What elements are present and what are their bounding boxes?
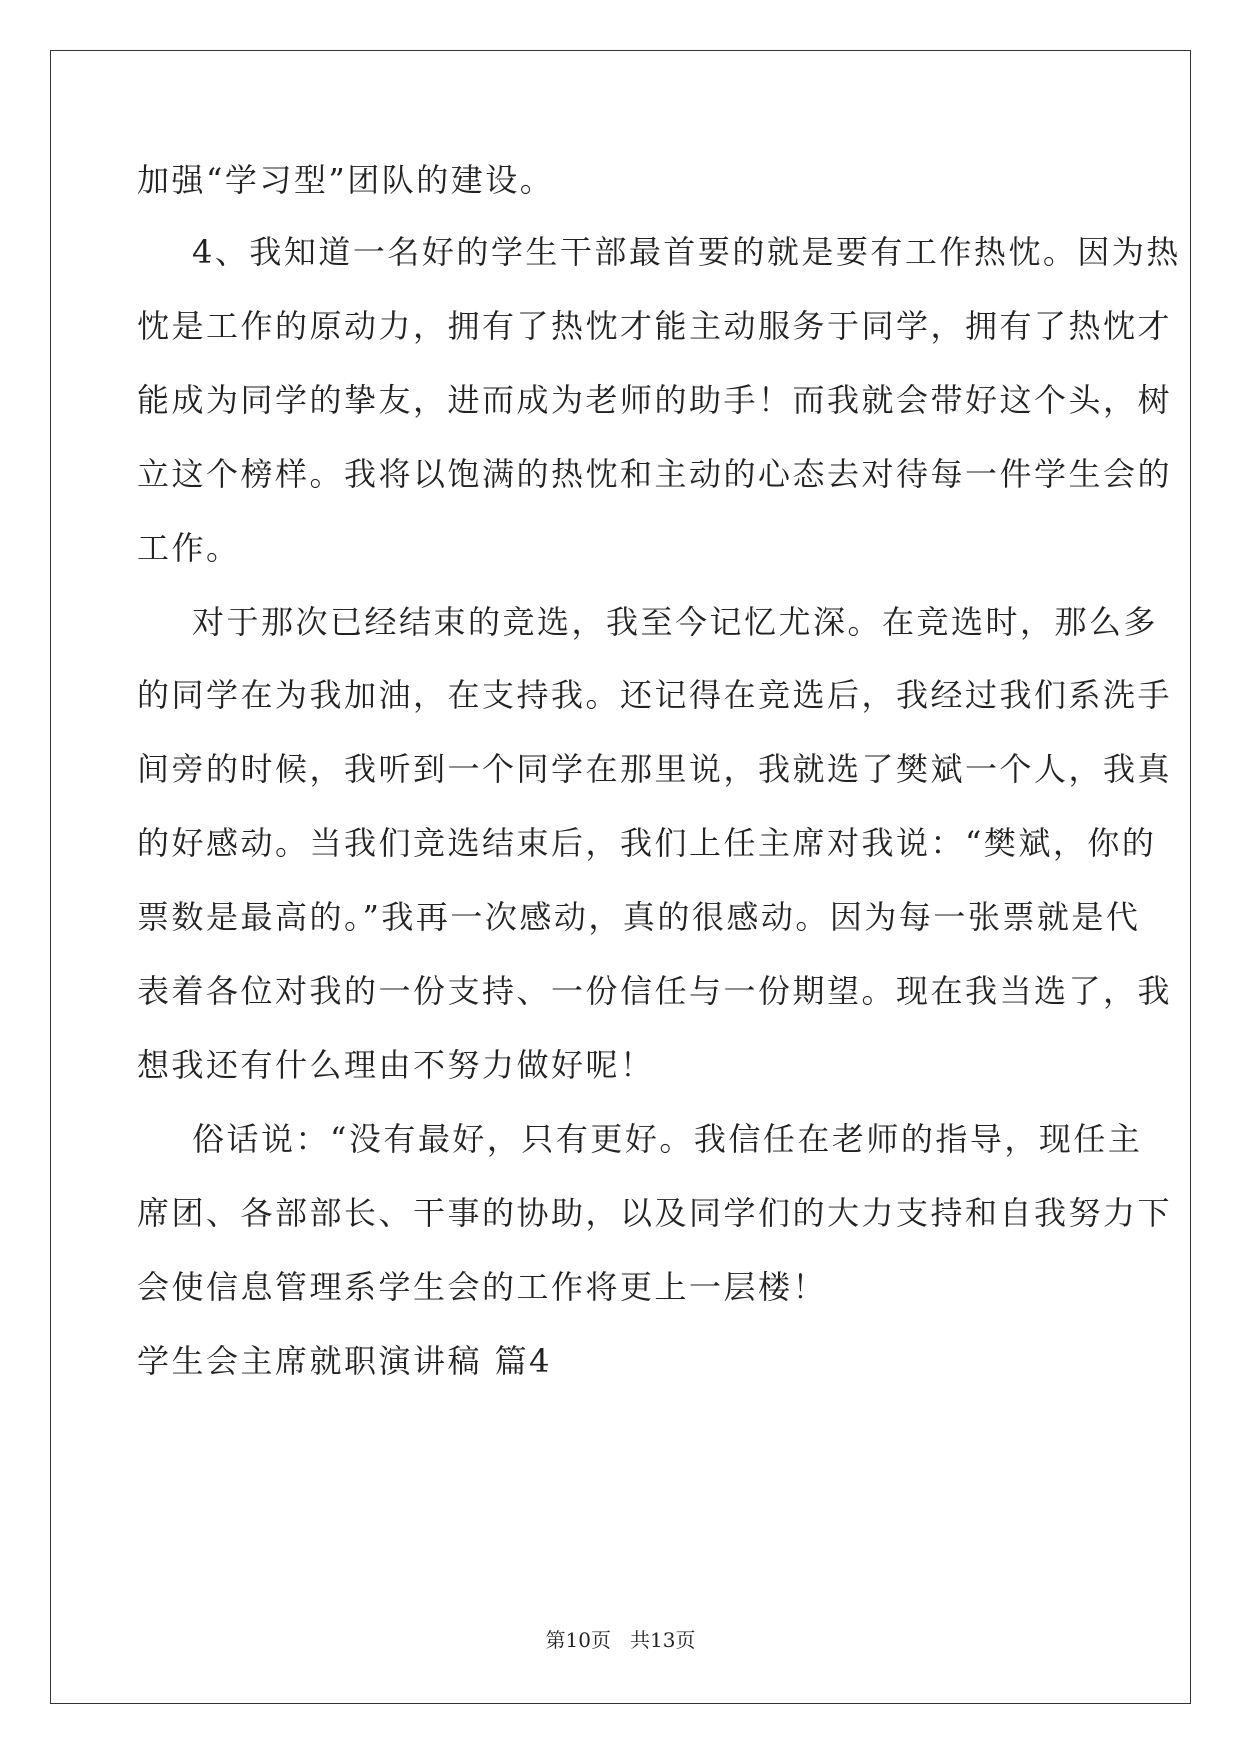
page-footer bbox=[0, 1628, 1241, 1652]
text-line: 会使信息管理系学生会的工作将更上一层楼！ bbox=[137, 1268, 828, 1306]
paragraph-start-line: 俗话说：“没有最好，只有更好。我信任在老师的指导，现任主 bbox=[192, 1120, 1143, 1158]
text-line: 席团、各部部长、干事的协助，以及同学们的大力支持和自我努力下 bbox=[137, 1194, 1173, 1232]
section-heading: 学生会主席就职演讲稿 篇4 bbox=[137, 1342, 553, 1380]
text-line: 工作。 bbox=[137, 529, 241, 567]
page-border bbox=[50, 50, 1191, 1704]
text-line: 的好感动。当我们竞选结束后，我们上任主席对我说：“樊斌，你的 bbox=[137, 824, 1157, 862]
text-line: 表着各位对我的一份支持、一份信任与一份期望。现在我当选了，我 bbox=[137, 972, 1173, 1010]
text-line: 票数是最高的。”我再一次感动，真的很感动。因为每一张票就是代 bbox=[137, 898, 1141, 936]
text-line: 能成为同学的挚友，进而成为老师的助手！而我就会带好这个头，树 bbox=[137, 381, 1173, 419]
paragraph-start-line: 4、我知道一名好的学生干部最首要的就是要有工作热忱。因为热 bbox=[192, 233, 1181, 271]
text-line: 忱是工作的原动力，拥有了热忱才能主动服务于同学，拥有了热忱才 bbox=[137, 307, 1173, 345]
text-line: 想我还有什么理由不努力做好呢！ bbox=[137, 1046, 655, 1084]
page-number: 第10页 bbox=[545, 1628, 611, 1652]
text-line: 立这个榜样。我将以饱满的热忱和主动的心态去对待每一件学生会的 bbox=[137, 455, 1173, 493]
paragraph-start-line: 对于那次已经结束的竞选，我至今记忆尤深。在竞选时，那么多 bbox=[192, 603, 1159, 641]
text-line: 间旁的时候，我听到一个同学在那里说，我就选了樊斌一个人，我真 bbox=[137, 750, 1173, 788]
text-line: 的同学在为我加油，在支持我。还记得在竞选后，我经过我们系洗手 bbox=[137, 676, 1173, 714]
text-line: 加强“学习型”团队的建设。 bbox=[137, 161, 555, 199]
total-pages: 共13页 bbox=[630, 1628, 696, 1652]
